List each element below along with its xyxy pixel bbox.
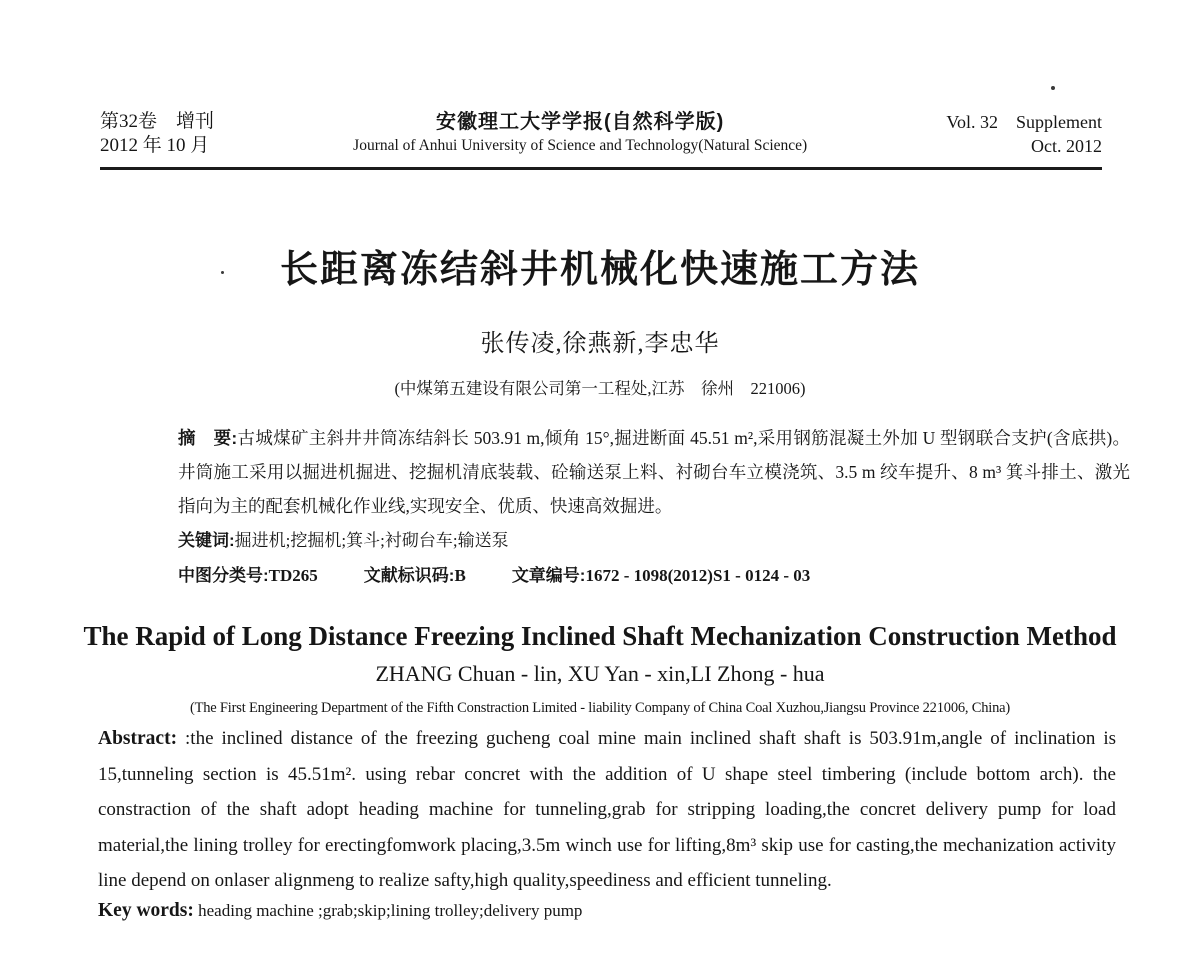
abstract-cn xyxy=(178,421,1130,523)
doc-code-value: B xyxy=(454,566,466,585)
journal-running-head xyxy=(100,110,1102,158)
affiliation-cn: (中煤第五建设有限公司第一工程处,江苏 徐州 221006) xyxy=(394,379,806,398)
authors-en: ZHANG Chuan - lin, XU Yan - xin,LI Zhong - hua xyxy=(375,661,825,686)
keywords-cn xyxy=(178,525,1130,557)
article-id-label: 文章编号: xyxy=(511,566,586,585)
header-rule xyxy=(100,167,1102,170)
article-title-en: The Rapid of Long Distance Freezing Inclined Shaft Mechanization Construction Method xyxy=(83,621,1117,651)
scan-artifact xyxy=(221,271,224,274)
journal-title-cn: 安徽理工大学学报(自然科学版) xyxy=(436,111,725,133)
keywords-text-cn: 掘进机;挖掘机;箕斗;衬砌台车;输送泵 xyxy=(234,531,509,550)
keywords-label-cn: 关键词: xyxy=(178,531,235,550)
journal-title-en: Journal of Anhui University of Science and Technology(Natural Science) xyxy=(353,137,808,154)
abstract-label-en: Abstract: xyxy=(98,728,178,749)
keywords-text-en: heading machine ;grab;skip;lining trolley;delivery pump xyxy=(193,900,583,920)
journal-volume-block-en xyxy=(946,110,1102,158)
scan-artifact xyxy=(1051,86,1055,90)
affiliation-en: (The First Engineering Department of the Fifth Constraction Limited - liability Company of China Coal Xuzhou,Jiangsu Province 221006, China) xyxy=(189,700,1011,716)
abstract-text-en: :the inclined distance of the freezing gucheng coal mine main inclined shaft shaft is 503.91m,angle of inclination is 15,tunneling section is 45.51m². using rebar concret with the addition of U shape steel timbering (include bottom arch). the constraction of the shaft adopt heading machine for tunneling,grab for stripping loading,the concret delivery pump for load material,the lining trolley for erectingfomwork placing,3.5m winch use for lifting,8m³ skip use for casting,the mechanization activity line depend on onlaser alignmeng to realize safty,high quality,speediness and efficient tunneling. xyxy=(98,728,1116,891)
clc-label: 中图分类号: xyxy=(178,566,269,585)
authors-cn: 张传凌,徐燕新,李忠华 xyxy=(480,331,720,357)
journal-volume-cn: 第32卷 增刊 xyxy=(100,111,215,132)
journal-volume-block-cn xyxy=(100,110,214,158)
journal-date-en: Oct. 2012 xyxy=(1031,136,1102,156)
keywords-label-en: Key words: xyxy=(98,899,194,921)
journal-title-block xyxy=(353,110,807,157)
clc-value: TD265 xyxy=(268,566,318,585)
classification-line xyxy=(178,560,1130,592)
article-id-value: 1672 - 1098(2012)S1 - 0124 - 03 xyxy=(585,566,811,585)
journal-date-cn: 2012 年 10 月 xyxy=(100,135,210,156)
journal-volume-en: Vol. 32 Supplement xyxy=(946,112,1102,132)
keywords-en xyxy=(98,900,1112,922)
abstract-label-cn: 摘 要: xyxy=(178,428,238,448)
abstract-text-cn: 古城煤矿主斜井井筒冻结斜长 503.91 m,倾角 15°,掘进断面 45.51 m²,采用钢筋混凝土外加 U 型钢联合支护(含底拱)。井筒施工采用以掘进机掘进、挖掘机清底装载、砼输送泵上料、衬砌台车立模浇筑、3.5 m 绞车提升、8 m³ 箕斗排土、激光指向为主的配套机械化作业线,实现安全、优质、快速高效掘进。 xyxy=(178,428,1131,516)
doc-code-label: 文献标识码: xyxy=(363,566,455,585)
abstract-en xyxy=(98,721,1116,899)
article-title-cn: 长距离冻结斜井机械化快速施工方法 xyxy=(279,249,920,291)
